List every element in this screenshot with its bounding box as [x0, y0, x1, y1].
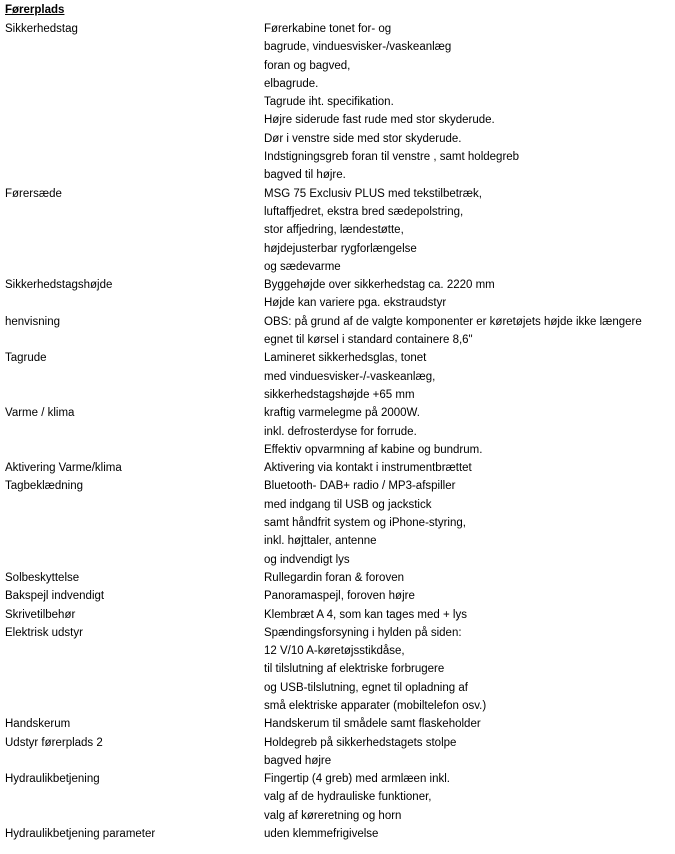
spec-value-line: Byggehøjde over sikkerhedstag ca. 2220 mm	[264, 279, 495, 292]
spec-value-line: Indstigningsgreb foran til venstre , samt holdegreb	[264, 151, 520, 164]
section-heading: Førerplads	[5, 4, 65, 16]
spec-value-line: luftaffjedret, ekstra bred sædepolstring,	[264, 205, 464, 218]
spec-value-line: Spændingsforsyning i hylden på siden:	[264, 626, 462, 639]
spec-label: Aktivering Varme/klima	[5, 462, 122, 475]
spec-value	[264, 459, 675, 477]
spec-value-line: og indvendigt lys	[264, 553, 350, 566]
spec-row	[0, 477, 675, 568]
spec-row	[0, 624, 675, 715]
spec-value-line: valg af de hydrauliske funktioner,	[264, 791, 432, 804]
spec-label: henvisning	[5, 315, 60, 328]
spec-value-line: med vinduesvisker-/-vaskeanlæg,	[264, 370, 436, 383]
spec-value-line: Holdegreb på sikkerhedstagets stolpe	[264, 736, 457, 749]
spec-value	[264, 477, 675, 568]
spec-value	[264, 185, 675, 276]
spec-row	[0, 276, 675, 313]
spec-row	[0, 459, 675, 477]
spec-value	[264, 734, 675, 771]
spec-value-line: Klembræt A 4, som kan tages med + lys	[264, 608, 467, 621]
spec-value-line: og USB-tilslutning, egnet til opladning af	[264, 681, 468, 694]
spec-value-line: MSG 75 Exclusiv PLUS med tekstilbetræk,	[264, 187, 482, 200]
spec-row	[0, 20, 675, 185]
spec-value-line: kraftig varmelegme på 2000W.	[264, 407, 420, 420]
spec-value	[264, 770, 675, 825]
spec-row	[0, 734, 675, 771]
spec-row	[0, 404, 675, 459]
spec-label: Førersæde	[5, 187, 62, 200]
spec-value-line: inkl. højttaler, antenne	[264, 535, 377, 548]
spec-value-line: Højre siderude fast rude med stor skyderude.	[264, 114, 495, 127]
spec-label: Hydraulikbetjening parameter	[5, 828, 156, 841]
spec-value-line: sikkerhedstagshøjde +65 mm	[264, 388, 415, 401]
spec-value	[264, 569, 675, 587]
spec-row	[0, 587, 675, 605]
spec-row	[0, 313, 675, 350]
spec-value	[264, 349, 675, 404]
spec-value	[264, 825, 675, 843]
spec-value-line: små elektriske apparater (mobiltelefon osv.)	[264, 699, 487, 712]
spec-label: Varme / klima	[5, 407, 75, 420]
spec-value	[264, 20, 675, 185]
spec-value-line: Bluetooth- DAB+ radio / MP3-afspiller	[264, 480, 456, 493]
spec-value-line: Panoramaspejl, foroven højre	[264, 590, 415, 603]
spec-label: Udstyr førerplads 2	[5, 736, 103, 749]
spec-value-line: Fingertip (4 greb) med armlæen inkl.	[264, 773, 450, 786]
spec-value-line: elbagrude.	[264, 77, 319, 90]
spec-row	[0, 349, 675, 404]
spec-label: Handskerum	[5, 718, 71, 731]
spec-value-line: Førerkabine tonet for- og	[264, 23, 392, 35]
spec-value	[264, 606, 675, 624]
spec-value-line: stor affjedring, lændestøtte,	[264, 224, 404, 237]
spec-value-line: valg af køreretning og horn	[264, 809, 402, 822]
spec-label: Sikkerhedstag	[5, 23, 78, 35]
spec-value-line: med indgang til USB og jackstick	[264, 498, 432, 511]
spec-value-line: OBS: på grund af de valgte komponenter er køretøjets højde ikke længere	[264, 315, 642, 328]
spec-value-line: Tagrude iht. specifikation.	[264, 96, 394, 109]
spec-value	[264, 624, 675, 715]
spec-value-line: Lamineret sikkerhedsglas, tonet	[264, 352, 427, 365]
spec-value-line: inkl. defrosterdyse for forrude.	[264, 425, 417, 438]
spec-table	[0, 20, 675, 843]
spec-value-line: og sædevarme	[264, 260, 341, 273]
spec-value	[264, 313, 675, 350]
spec-label: Solbeskyttelse	[5, 571, 80, 584]
spec-value-line: højdejusterbar rygforlængelse	[264, 242, 417, 255]
spec-label: Hydraulikbetjening	[5, 773, 100, 786]
spec-value-line: foran og bagved,	[264, 59, 351, 72]
spec-value-line: bagrude, vinduesvisker-/vaskeanlæg	[264, 41, 452, 54]
spec-value-line: uden klemmefrigivelse	[264, 828, 379, 841]
spec-label: Bakspejl indvendigt	[5, 590, 105, 603]
spec-value-line: Handskerum til smådele samt flaskeholder	[264, 718, 481, 731]
spec-row	[0, 606, 675, 624]
spec-value	[264, 715, 675, 733]
spec-value-line: egnet til kørsel i standard containere 8,6"	[264, 334, 473, 347]
spec-value-line: 12 V/10 A-køretøjsstikdåse,	[264, 645, 405, 658]
spec-label: Sikkerhedstagshøjde	[5, 279, 113, 292]
spec-row	[0, 825, 675, 843]
spec-value-line: Rullegardin foran & foroven	[264, 571, 404, 584]
spec-label: Tagrude	[5, 352, 47, 365]
spec-label: Elektrisk udstyr	[5, 626, 83, 639]
spec-value	[264, 587, 675, 605]
spec-value	[264, 404, 675, 459]
spec-value	[264, 276, 675, 313]
spec-row	[0, 185, 675, 276]
spec-value-line: Højde kan variere pga. ekstraudstyr	[264, 297, 447, 310]
spec-value-line: Aktivering via kontakt i instrumentbrættet	[264, 462, 472, 475]
spec-value-line: Effektiv opvarmning af kabine og bundrum.	[264, 443, 483, 456]
spec-value-line: bagved højre	[264, 754, 332, 767]
spec-value-line: bagved til højre.	[264, 169, 346, 182]
spec-value-line: Dør i venstre side med stor skyderude.	[264, 132, 462, 145]
spec-row	[0, 569, 675, 587]
spec-label: Skrivetilbehør	[5, 608, 76, 621]
spec-label: Tagbeklædning	[5, 480, 84, 493]
spec-value-line: til tilslutning af elektriske forbrugere	[264, 663, 445, 676]
spec-value-line: samt håndfrit system og iPhone-styring,	[264, 517, 466, 530]
spec-row	[0, 715, 675, 733]
spec-row	[0, 770, 675, 825]
